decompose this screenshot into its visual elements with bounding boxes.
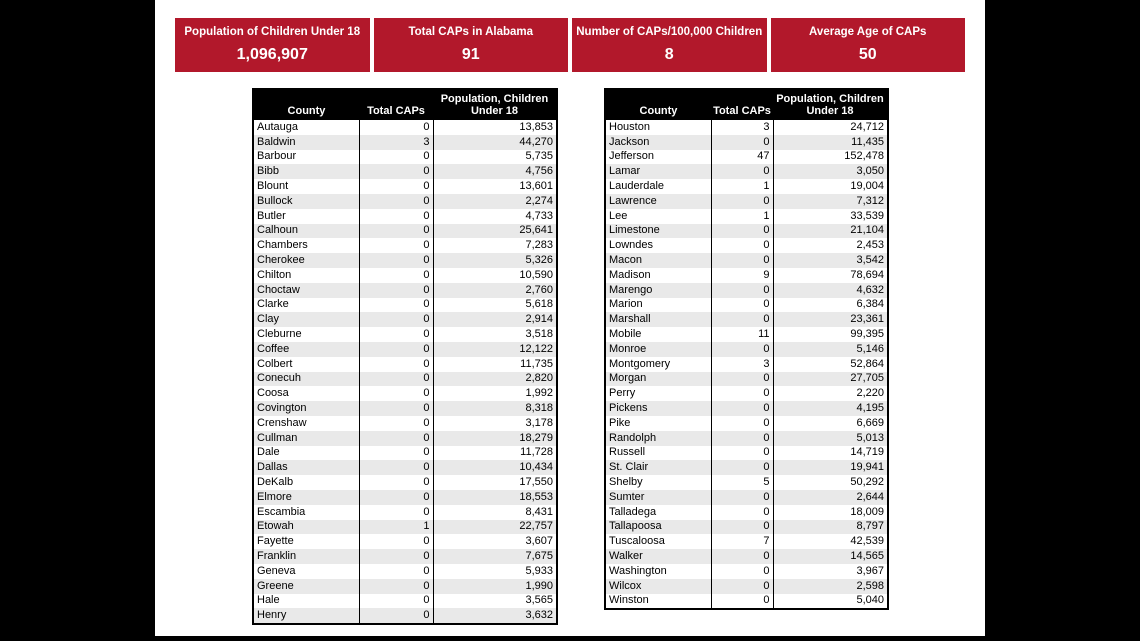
total-caps-cell: 0 (711, 446, 773, 461)
population-cell: 5,013 (773, 431, 888, 446)
total-caps-cell: 0 (711, 298, 773, 313)
summary-card-caps-per-100k (572, 18, 767, 72)
population-cell: 12,122 (433, 342, 557, 357)
card-value: 1,096,907 (236, 45, 308, 63)
total-caps-cell: 3 (711, 357, 773, 372)
county-column-header: County (605, 89, 711, 120)
table-row (253, 431, 557, 446)
table-row (605, 194, 888, 209)
county-cell: Winston (605, 594, 711, 610)
population-cell: 3,518 (433, 327, 557, 342)
table-row (253, 357, 557, 372)
population-cell: 1,992 (433, 386, 557, 401)
total-caps-cell: 0 (711, 490, 773, 505)
card-value: 8 (664, 45, 674, 63)
total-caps-cell: 0 (711, 164, 773, 179)
total-caps-cell: 0 (359, 194, 433, 209)
table-row (253, 608, 557, 624)
table-row (605, 135, 888, 150)
county-cell: Russell (605, 446, 711, 461)
population-column-header: Population, Children Under 18 (433, 89, 557, 120)
total-caps-cell: 0 (359, 431, 433, 446)
county-column-header: County (253, 89, 359, 120)
population-cell: 11,728 (433, 446, 557, 461)
population-cell: 152,478 (773, 150, 888, 165)
total-caps-cell: 0 (359, 579, 433, 594)
total-caps-cell: 1 (711, 209, 773, 224)
county-cell: St. Clair (605, 460, 711, 475)
summary-cards (175, 18, 965, 72)
table-row (253, 238, 557, 253)
total-caps-cell: 0 (359, 224, 433, 239)
population-cell: 44,270 (433, 135, 557, 150)
total-caps-cell: 0 (359, 298, 433, 313)
population-cell: 50,292 (773, 475, 888, 490)
county-cell: Jackson (605, 135, 711, 150)
total-caps-cell: 0 (359, 608, 433, 624)
population-cell: 5,326 (433, 253, 557, 268)
population-cell: 23,361 (773, 312, 888, 327)
total-caps-cell: 0 (711, 401, 773, 416)
total-caps-cell: 0 (711, 312, 773, 327)
total-caps-cell: 0 (359, 416, 433, 431)
table-row (605, 386, 888, 401)
county-cell: Pickens (605, 401, 711, 416)
population-cell: 3,565 (433, 594, 557, 609)
table-row (605, 224, 888, 239)
county-cell: Elmore (253, 490, 359, 505)
population-cell: 2,274 (433, 194, 557, 209)
table-row (253, 579, 557, 594)
county-cell: Calhoun (253, 224, 359, 239)
card-label: Number of CAPs/100,000 Children (576, 26, 763, 39)
county-cell: Clay (253, 312, 359, 327)
county-cell: Colbert (253, 357, 359, 372)
total-caps-cell: 0 (359, 446, 433, 461)
population-cell: 22,757 (433, 520, 557, 535)
total-caps-cell: 0 (359, 150, 433, 165)
population-cell: 8,318 (433, 401, 557, 416)
table-row (605, 520, 888, 535)
population-cell: 7,675 (433, 549, 557, 564)
total-caps-cell: 0 (711, 342, 773, 357)
county-cell: Macon (605, 253, 711, 268)
county-table-left-body (253, 120, 557, 624)
table-row (253, 179, 557, 194)
total-caps-cell: 0 (711, 135, 773, 150)
population-cell: 7,312 (773, 194, 888, 209)
table-row (605, 594, 888, 610)
county-cell: Marion (605, 298, 711, 313)
population-cell: 21,104 (773, 224, 888, 239)
total-caps-cell: 47 (711, 150, 773, 165)
table-row (605, 475, 888, 490)
table-row (253, 534, 557, 549)
total-caps-cell: 9 (711, 268, 773, 283)
total-caps-cell: 0 (711, 194, 773, 209)
population-cell: 2,598 (773, 579, 888, 594)
total-caps-cell: 0 (711, 594, 773, 610)
total-caps-column-header: Total CAPs (711, 89, 773, 120)
population-cell: 2,820 (433, 372, 557, 387)
population-cell: 19,004 (773, 179, 888, 194)
population-cell: 18,279 (433, 431, 557, 446)
population-cell: 5,146 (773, 342, 888, 357)
total-caps-cell: 0 (711, 431, 773, 446)
card-label: Total CAPs in Alabama (408, 26, 534, 39)
county-cell: Etowah (253, 520, 359, 535)
county-cell: Coffee (253, 342, 359, 357)
table-row (605, 268, 888, 283)
total-caps-cell: 0 (711, 253, 773, 268)
total-caps-column-header: Total CAPs (359, 89, 433, 120)
county-cell: Autauga (253, 120, 359, 135)
county-cell: Cleburne (253, 327, 359, 342)
total-caps-cell: 0 (711, 505, 773, 520)
county-cell: Coosa (253, 386, 359, 401)
total-caps-cell: 0 (711, 283, 773, 298)
population-cell: 4,195 (773, 401, 888, 416)
county-table-left (252, 88, 558, 625)
card-label: Average Age of CAPs (809, 26, 927, 39)
county-cell: Dallas (253, 460, 359, 475)
population-cell: 18,553 (433, 490, 557, 505)
table-row (253, 283, 557, 298)
table-row (253, 416, 557, 431)
total-caps-cell: 0 (359, 401, 433, 416)
total-caps-cell: 7 (711, 534, 773, 549)
county-cell: Wilcox (605, 579, 711, 594)
population-cell: 5,618 (433, 298, 557, 313)
population-cell: 4,733 (433, 209, 557, 224)
total-caps-cell: 0 (711, 372, 773, 387)
total-caps-cell: 0 (359, 490, 433, 505)
county-table-right (604, 88, 889, 610)
county-cell: Cherokee (253, 253, 359, 268)
county-cell: Butler (253, 209, 359, 224)
county-cell: Madison (605, 268, 711, 283)
table-row (605, 238, 888, 253)
table-row (605, 120, 888, 135)
total-caps-cell: 0 (359, 238, 433, 253)
county-cell: Conecuh (253, 372, 359, 387)
county-cell: Montgomery (605, 357, 711, 372)
table-row (605, 327, 888, 342)
county-cell: Dale (253, 446, 359, 461)
total-caps-cell: 0 (359, 475, 433, 490)
total-caps-cell: 0 (359, 564, 433, 579)
county-cell: DeKalb (253, 475, 359, 490)
total-caps-cell: 0 (359, 209, 433, 224)
population-cell: 99,395 (773, 327, 888, 342)
population-cell: 25,641 (433, 224, 557, 239)
table-row (253, 224, 557, 239)
table-row (605, 342, 888, 357)
table-row (253, 298, 557, 313)
table-header (605, 89, 888, 120)
table-row (253, 549, 557, 564)
table-row (253, 164, 557, 179)
total-caps-cell: 0 (359, 357, 433, 372)
table-row (253, 268, 557, 283)
population-column-header: Population, Children Under 18 (773, 89, 888, 120)
total-caps-cell: 1 (711, 179, 773, 194)
population-cell: 27,705 (773, 372, 888, 387)
summary-card-total-caps (374, 18, 569, 72)
table-row (605, 431, 888, 446)
table-row (605, 579, 888, 594)
population-cell: 5,933 (433, 564, 557, 579)
table-row (605, 549, 888, 564)
table-row (605, 534, 888, 549)
table-row (253, 253, 557, 268)
total-caps-cell: 11 (711, 327, 773, 342)
population-cell: 2,644 (773, 490, 888, 505)
total-caps-cell: 0 (711, 238, 773, 253)
county-cell: Sumter (605, 490, 711, 505)
total-caps-cell: 0 (359, 386, 433, 401)
total-caps-cell: 0 (359, 312, 433, 327)
county-cell: Walker (605, 549, 711, 564)
total-caps-cell: 0 (359, 460, 433, 475)
table-row (605, 357, 888, 372)
table-row (253, 194, 557, 209)
population-cell: 8,431 (433, 505, 557, 520)
table-row (253, 505, 557, 520)
table-row (253, 209, 557, 224)
county-cell: Chilton (253, 268, 359, 283)
county-cell: Clarke (253, 298, 359, 313)
population-cell: 19,941 (773, 460, 888, 475)
population-cell: 5,040 (773, 594, 888, 610)
total-caps-cell: 0 (711, 549, 773, 564)
county-cell: Escambia (253, 505, 359, 520)
total-caps-cell: 0 (359, 372, 433, 387)
county-cell: Monroe (605, 342, 711, 357)
county-table-right-body (605, 120, 888, 609)
total-caps-cell: 0 (359, 164, 433, 179)
total-caps-cell: 0 (711, 564, 773, 579)
card-value: 50 (858, 45, 877, 63)
population-cell: 33,539 (773, 209, 888, 224)
table-row (605, 179, 888, 194)
population-cell: 7,283 (433, 238, 557, 253)
total-caps-cell: 0 (359, 342, 433, 357)
county-cell: Barbour (253, 150, 359, 165)
table-row (253, 342, 557, 357)
table-row (605, 401, 888, 416)
county-cell: Perry (605, 386, 711, 401)
county-cell: Jefferson (605, 150, 711, 165)
table-row (253, 594, 557, 609)
county-cell: Bullock (253, 194, 359, 209)
table-row (253, 460, 557, 475)
table-row (253, 564, 557, 579)
total-caps-cell: 0 (711, 386, 773, 401)
county-cell: Covington (253, 401, 359, 416)
county-cell: Baldwin (253, 135, 359, 150)
total-caps-cell: 0 (359, 179, 433, 194)
table-row (605, 150, 888, 165)
population-cell: 11,735 (433, 357, 557, 372)
population-cell: 3,607 (433, 534, 557, 549)
county-cell: Talladega (605, 505, 711, 520)
total-caps-cell: 0 (711, 520, 773, 535)
county-cell: Hale (253, 594, 359, 609)
population-cell: 4,756 (433, 164, 557, 179)
county-cell: Marshall (605, 312, 711, 327)
total-caps-cell: 0 (359, 120, 433, 135)
table-row (605, 460, 888, 475)
total-caps-cell: 0 (359, 594, 433, 609)
total-caps-cell: 0 (359, 534, 433, 549)
content-panel (155, 0, 985, 636)
card-value: 91 (461, 45, 480, 63)
table-row (605, 490, 888, 505)
population-cell: 52,864 (773, 357, 888, 372)
total-caps-cell: 0 (711, 460, 773, 475)
table-row (605, 312, 888, 327)
table-row (605, 446, 888, 461)
table-row (605, 298, 888, 313)
population-cell: 6,669 (773, 416, 888, 431)
table-row (605, 283, 888, 298)
summary-card-average-age (771, 18, 966, 72)
total-caps-cell: 0 (359, 549, 433, 564)
county-cell: Bibb (253, 164, 359, 179)
table-row (605, 253, 888, 268)
population-cell: 14,719 (773, 446, 888, 461)
population-cell: 42,539 (773, 534, 888, 549)
table-header (253, 89, 557, 120)
total-caps-cell: 0 (359, 327, 433, 342)
population-cell: 3,050 (773, 164, 888, 179)
county-cell: Geneva (253, 564, 359, 579)
population-cell: 17,550 (433, 475, 557, 490)
population-cell: 10,434 (433, 460, 557, 475)
total-caps-cell: 0 (359, 505, 433, 520)
total-caps-cell: 0 (711, 579, 773, 594)
card-label: Population of Children Under 18 (184, 26, 361, 39)
total-caps-cell: 0 (711, 224, 773, 239)
table-row (253, 386, 557, 401)
county-cell: Henry (253, 608, 359, 624)
table-row (253, 520, 557, 535)
county-cell: Chambers (253, 238, 359, 253)
population-cell: 14,565 (773, 549, 888, 564)
county-cell: Shelby (605, 475, 711, 490)
table-row (253, 490, 557, 505)
table-row (253, 327, 557, 342)
table-row (253, 475, 557, 490)
table-row (253, 372, 557, 387)
population-cell: 3,178 (433, 416, 557, 431)
table-row (605, 416, 888, 431)
population-cell: 10,590 (433, 268, 557, 283)
total-caps-cell: 5 (711, 475, 773, 490)
population-cell: 8,797 (773, 520, 888, 535)
county-cell: Greene (253, 579, 359, 594)
county-cell: Pike (605, 416, 711, 431)
table-row (253, 135, 557, 150)
population-cell: 3,967 (773, 564, 888, 579)
county-cell: Mobile (605, 327, 711, 342)
total-caps-cell: 0 (359, 283, 433, 298)
population-cell: 3,542 (773, 253, 888, 268)
total-caps-cell: 3 (359, 135, 433, 150)
population-cell: 3,632 (433, 608, 557, 624)
table-row (253, 446, 557, 461)
table-row (253, 401, 557, 416)
population-cell: 18,009 (773, 505, 888, 520)
total-caps-cell: 0 (711, 416, 773, 431)
population-cell: 11,435 (773, 135, 888, 150)
population-cell: 2,220 (773, 386, 888, 401)
total-caps-cell: 0 (359, 253, 433, 268)
table-row (253, 312, 557, 327)
county-cell: Cullman (253, 431, 359, 446)
county-cell: Washington (605, 564, 711, 579)
table-row (605, 564, 888, 579)
county-cell: Fayette (253, 534, 359, 549)
population-cell: 24,712 (773, 120, 888, 135)
population-cell: 1,990 (433, 579, 557, 594)
population-cell: 13,601 (433, 179, 557, 194)
table-row (605, 505, 888, 520)
county-cell: Houston (605, 120, 711, 135)
total-caps-cell: 0 (359, 268, 433, 283)
summary-card-population (175, 18, 370, 72)
population-cell: 4,632 (773, 283, 888, 298)
county-cell: Lee (605, 209, 711, 224)
table-row (253, 150, 557, 165)
county-cell: Tallapoosa (605, 520, 711, 535)
county-cell: Tuscaloosa (605, 534, 711, 549)
population-cell: 78,694 (773, 268, 888, 283)
population-cell: 2,760 (433, 283, 557, 298)
table-row (605, 209, 888, 224)
population-cell: 6,384 (773, 298, 888, 313)
county-cell: Lawrence (605, 194, 711, 209)
county-cell: Franklin (253, 549, 359, 564)
table-row (605, 372, 888, 387)
county-cell: Blount (253, 179, 359, 194)
population-cell: 2,453 (773, 238, 888, 253)
total-caps-cell: 1 (359, 520, 433, 535)
county-cell: Randolph (605, 431, 711, 446)
total-caps-cell: 3 (711, 120, 773, 135)
county-cell: Lowndes (605, 238, 711, 253)
county-cell: Limestone (605, 224, 711, 239)
county-cell: Lauderdale (605, 179, 711, 194)
population-cell: 2,914 (433, 312, 557, 327)
table-row (605, 164, 888, 179)
table-row (253, 120, 557, 135)
population-cell: 5,735 (433, 150, 557, 165)
county-cell: Lamar (605, 164, 711, 179)
county-cell: Crenshaw (253, 416, 359, 431)
county-cell: Choctaw (253, 283, 359, 298)
county-cell: Morgan (605, 372, 711, 387)
population-cell: 13,853 (433, 120, 557, 135)
county-cell: Marengo (605, 283, 711, 298)
